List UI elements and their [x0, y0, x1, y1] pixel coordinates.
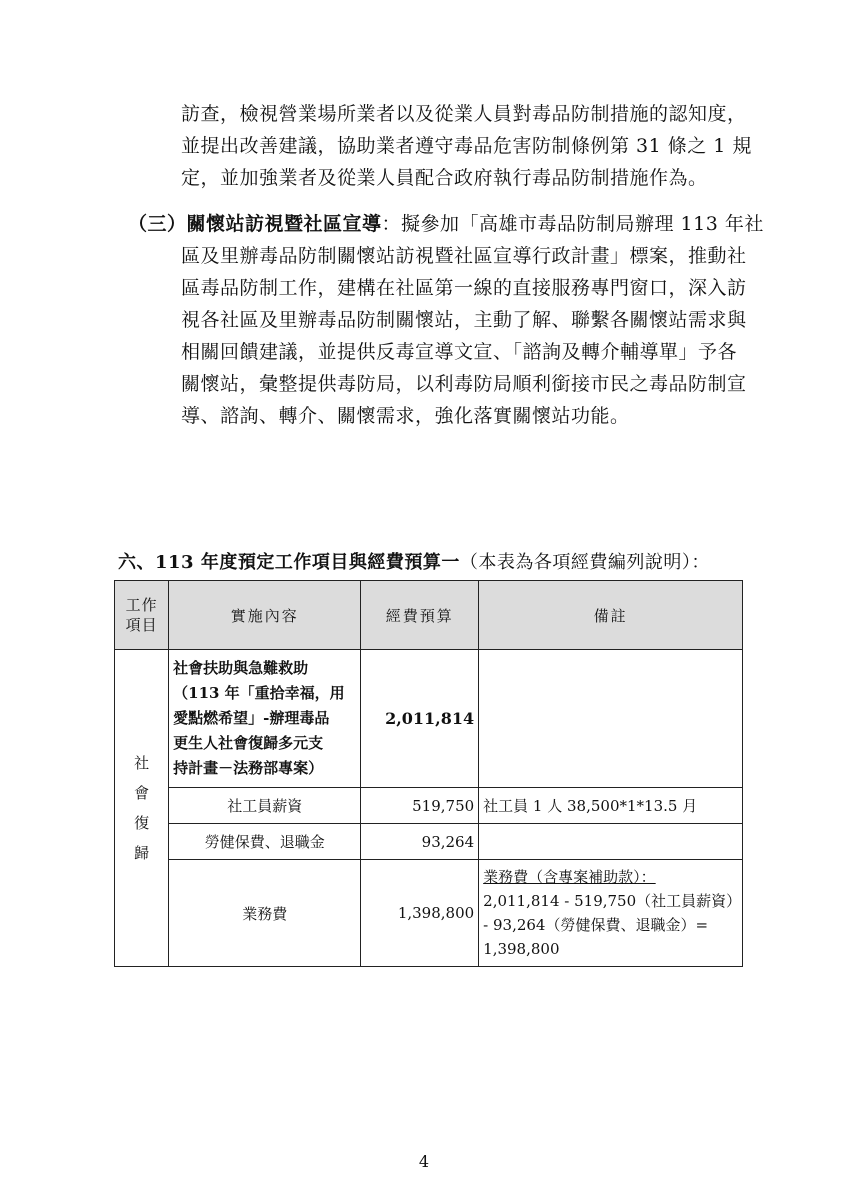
header-category: 工作項目 [115, 581, 169, 650]
row-content: 業務費 [169, 860, 361, 967]
main-item-content [169, 650, 361, 788]
main-item-line: 持計畫－法務部專案） [173, 759, 324, 777]
category-label [119, 748, 164, 868]
category-char: 復 [134, 814, 150, 832]
row-note [479, 824, 743, 860]
table-row [115, 650, 743, 788]
header-content: 實施內容 [169, 581, 361, 650]
paragraph-care-station [128, 208, 764, 432]
paragraph-first-line [128, 208, 764, 240]
paragraph-visit-inspection [181, 98, 752, 194]
header-budget: 經費預算 [361, 581, 479, 650]
table-row [115, 824, 743, 860]
budget-table [114, 580, 743, 967]
paragraph-line: 區及里辦毒品防制關懷站訪視暨社區宣導行政計畫」標案，推動社 [181, 245, 747, 267]
note-line: 業務費（含專案補助款）： [483, 868, 656, 886]
header-note: 備註 [479, 581, 743, 650]
note-line: 1,398,800 [483, 940, 560, 958]
category-cell [115, 650, 169, 967]
paragraph-line: 定，並加強業者及從業人員配合政府執行毒品防制措施作為。 [181, 167, 708, 189]
table-row [115, 860, 743, 967]
main-item-budget: 2,011,814 [361, 650, 479, 788]
row-budget: 93,264 [361, 824, 479, 860]
main-item-line: 社會扶助與急難救助 [173, 659, 309, 677]
paragraph-heading: （三）關懷站訪視暨社區宣導 [128, 213, 382, 235]
paragraph-line: 相關回饋建議，並提供反毒宣導文宣、「諮詢及轉介輔導單」予各 [181, 341, 738, 363]
main-item-line: 更生人社會復歸多元支 [173, 734, 324, 752]
category-char: 歸 [134, 844, 150, 862]
main-item-note [479, 650, 743, 788]
section-title-note: （本表為各項經費編列說明）： [459, 552, 710, 573]
note-line: - 93,264（勞健保費、退職金）= [483, 916, 709, 934]
row-note [479, 860, 743, 967]
main-item-line: 愛點燃希望」-辦理毒品 [173, 709, 330, 727]
paragraph-line: 區毒品防制工作，建構在社區第一線的直接服務專門窗口，深入訪 [181, 277, 747, 299]
main-item-line: （113 年「重拾幸福，用 [173, 684, 345, 702]
row-budget: 519,750 [361, 788, 479, 824]
row-note: 社工員 1 人 38,500*1*13.5 月 [479, 788, 743, 824]
row-content: 勞健保費、退職金 [169, 824, 361, 860]
paragraph-line: 並提出改善建議，協助業者遵守毒品危害防制條例第 31 條之 1 規 [181, 135, 752, 157]
table-row [115, 788, 743, 824]
category-char: 會 [134, 784, 150, 802]
section-title-main: 六、113 年度預定工作項目與經費預算一 [118, 552, 460, 573]
paragraph-line: 導、諮詢、轉介、關懷需求，強化落實關懷站功能。 [181, 405, 630, 427]
category-char: 社 [134, 754, 150, 772]
paragraph-line: 關懷站，彙整提供毒防局，以利毒防局順利銜接市民之毒品防制宣 [181, 373, 747, 395]
section-title [118, 548, 710, 574]
paragraph-line: 訪查，檢視營業場所業者以及從業人員對毒品防制措施的認知度， [181, 103, 747, 125]
table-header-row [115, 581, 743, 650]
row-budget: 1,398,800 [361, 860, 479, 967]
row-content: 社工員薪資 [169, 788, 361, 824]
paragraph-line: 視各社區及里辦毒品防制關懷站，主動了解、聯繫各關懷站需求與 [181, 309, 747, 331]
paragraph-first-line-text: ：擬參加「高雄市毒品防制局辦理 113 年社 [381, 213, 764, 235]
page-number: 4 [418, 1152, 430, 1171]
note-line: 2,011,814 - 519,750（社工員薪資） [483, 892, 742, 910]
